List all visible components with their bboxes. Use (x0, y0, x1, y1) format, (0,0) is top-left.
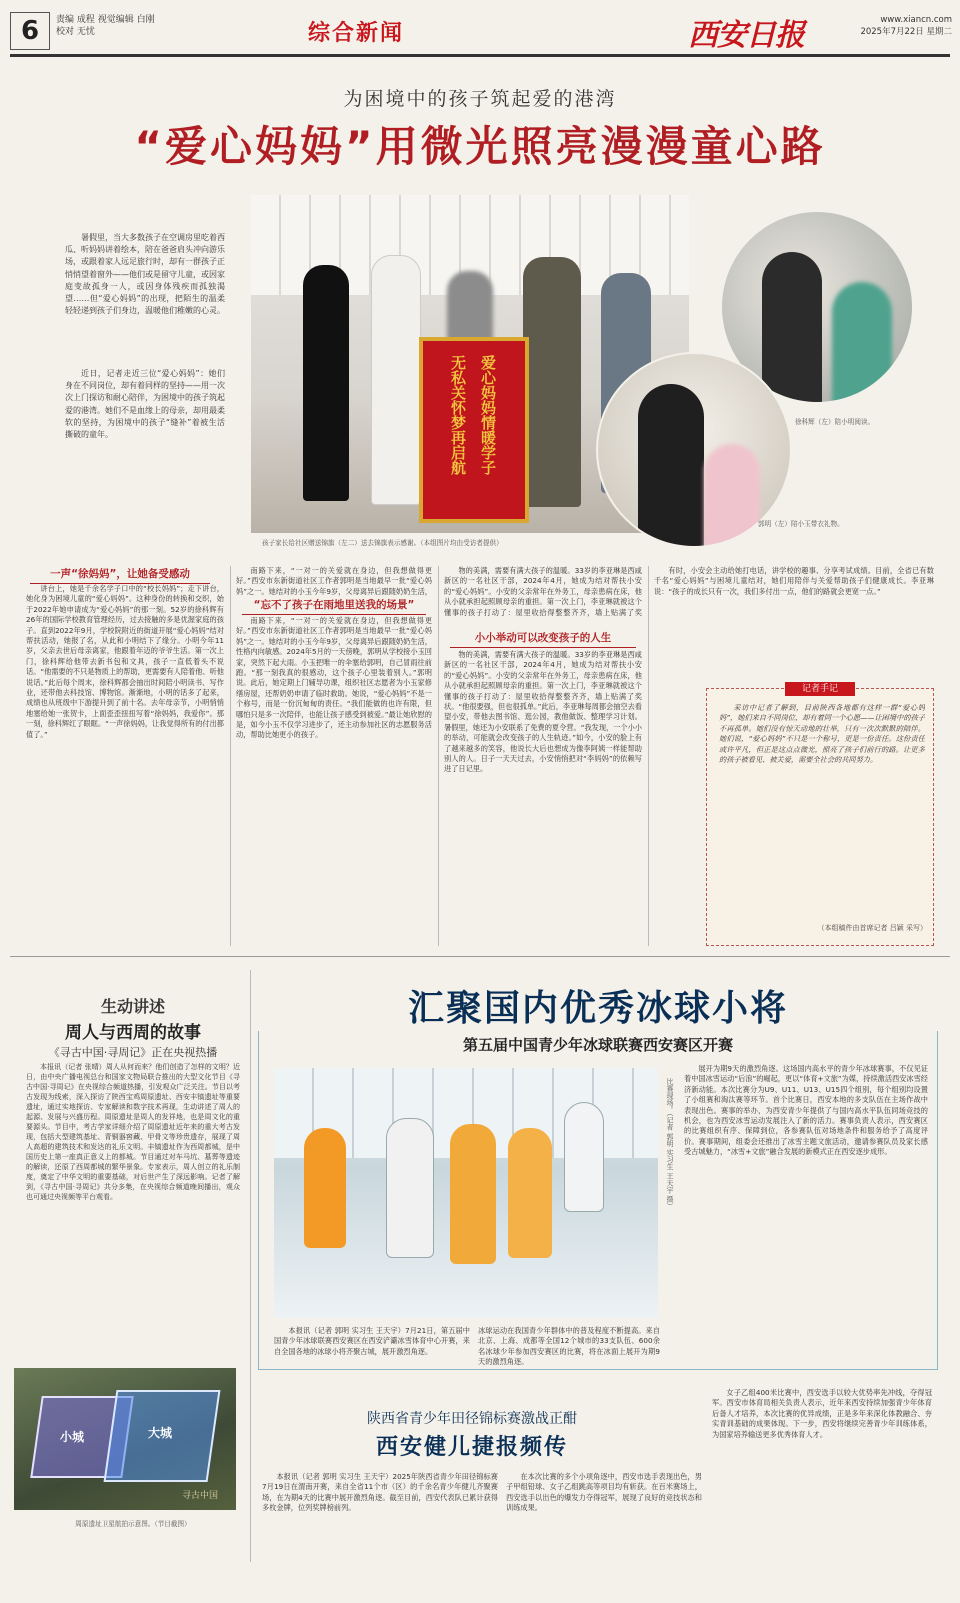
story1-col-3-top: 物的美满，需要有满大孩子的温暖。33岁的李亚琳是西咸新区的一名社区干部，2024年4月，她成为结对帮扶小安的“爱心妈妈”。小安的父亲常年在外务工，母亲患病在床，他从小就承担起照顾母亲的重担。第一次上门，李亚琳就被这个懂事的孩子打动了：屋里收拾得整整齐齐，墙上贴满了奖 (444, 566, 642, 617)
banner-text-2: 无私关怀梦再启航 (449, 355, 467, 475)
section-title: 综合新闻 (308, 21, 405, 46)
person-silhouette (638, 384, 704, 548)
column-rule (648, 566, 649, 946)
story1-circle-caption-1: 徐科辉（左）陪小明阅读。 (795, 418, 875, 426)
story1-circle-caption-2: 郭明（左）陪小玉带衣礼物。 (758, 520, 844, 528)
story2-map-caption: 周原遗址卫星航拍示意图。（节目截图） (75, 1520, 191, 1528)
story4-kicker: 陕西省青少年田径锦标赛激战正酣 (367, 1411, 577, 1427)
story4-col-2: 在本次比赛的多个小项角逐中，西安市选手表现出色，男子甲组铅球、女子乙组跳高等项目均有斩获。在百米赛场上，西安选手以出色的爆发力夺得冠军，展现了良好的竞技状态和训练成果。 (506, 1472, 702, 1513)
story3-col-2: 冰球运动在我国青少年群体中的普及程度不断提高。来自北京、上海、成都等全国12个城市的33支队伍、600余名冰球少年参加西安赛区的比赛，将在冰面上展开为期9天的激烈角逐。 (478, 1326, 660, 1366)
person-silhouette (832, 282, 892, 402)
story1-subhead-1: 一声“徐妈妈”，让她备受感动 (30, 566, 210, 584)
story4-col-3: 女子乙组400米比赛中，西安选手以较大优势率先冲线，夺得冠军。西安市体育局相关负责人表示，近年来西安持续加强青少年体育后备人才培养，本次比赛的优异成绩，正是多年来深化体教融合、夯实青训基础的成果体现。下一步，西安将继续完善青少年训练体系，为国家培养输送更多优秀体育人才。 (712, 1388, 932, 1439)
editors-line-2: 校对 无忧 (56, 27, 95, 37)
website-url: www.xiancn.com (880, 15, 952, 25)
story2-subheadline: 《寻古中国·寻周记》正在央视热播 (48, 1046, 218, 1059)
story3-headline: 汇聚国内优秀冰球小将 (258, 980, 938, 1031)
story1-subhead-2: “忘不了孩子在雨地里送我的场景” (242, 597, 426, 615)
story1-main-caption: 孩子家长给社区赠送锦旗（左二）送去锦旗表示感谢。（本组图片均由受访者提供） (262, 539, 503, 547)
player-silhouette (564, 1102, 604, 1212)
story3-side-caption: 比赛现场。（记者 郭明 实习生 王天宇 摄） (666, 1078, 674, 1210)
story2-headline: 周人与西周的故事 (65, 1023, 201, 1043)
person-silhouette (704, 444, 760, 548)
issue-date: 2025年7月22日 星期二 (860, 27, 952, 37)
masthead-rule (10, 54, 950, 57)
story1-headline: “爱心妈妈”用微光照亮漫漫童心路 (134, 122, 826, 171)
player-silhouette (304, 1128, 346, 1248)
story1-col-4: 有时，小安会主动给她打电话，讲学校的趣事、分享考试成绩。目前，全省已有数千名“爱心妈妈”与困境儿童结对，她们用陪伴与关爱帮助孩子们健康成长。李亚琳说：“孩子的成长只有一次，我们多付出一点，他们的路就会更宽一点。” (654, 566, 934, 596)
story3-col-1: 本报讯（记者 郭明 实习生 王天宇）7月21日，第五届中国青少年冰球联赛西安赛区在西安浐灞冰雪体育中心开赛，来自全国各地的冰球小将齐聚古城，展开激烈角逐。 (274, 1326, 470, 1356)
story1-kicker: 为困境中的孩子筑起爱的港湾 (343, 88, 617, 110)
story1-col-3: 物的美满，需要有满大孩子的温暖。33岁的李亚琳是西咸新区的一名社区干部，2024年4月，她成为结对帮扶小安的“爱心妈妈”。小安的父亲常年在外务工，母亲患病在床，他从小就承担起照顾母亲的重担。第一次上门，李亚琳就被这个懂事的孩子打动了：屋里收拾得整整齐齐，墙上贴满了奖状。“他很要强，但也很孤单。”此后，李亚琳每周都会抽空去看望小安，带他去图书馆、逛公园，教他做饭、整理学习计划。暑假里，她还为小安联系了免费的夏令营。“我发现，一个小小的举动，可能就会改变孩子的人生轨迹。”如今，小安的脸上有了越来越多的笑容，他说长大后也想成为像李阿姨一样能帮助别人的人。日子一天天过去，小安悄悄把对“李妈妈”的依赖写进了日记里。 (444, 650, 642, 774)
story3-subheadline: 第五届中国青少年冰球联赛西安赛区开赛 (462, 1036, 733, 1054)
column-rule (438, 566, 439, 946)
map-label-a: 大城 (148, 1426, 173, 1440)
banner-text-1: 爱心妈妈情暖学子 (479, 355, 497, 475)
paper-logo: 西安日报 (688, 18, 804, 53)
story2-body: 本报讯（记者 张晴）周人从何而来？他们创造了怎样的文明？近日，由中央广播电视总台和国家文物局联合推出的大型文化节目《寻古中国·寻周记》在央视综合频道热播，引发观众广泛关注。节目以考古发现为线索，深入探访了陕西宝鸡周原遗址、西安丰镐遗址等重要遗址，通过实地探访、专家解读和数字技术再现，生动讲述了周人的起源、发展与兴盛历程。周原遗址是周人的发祥地，也是周文化的重要源头。节目中，考古学家详细介绍了周原遗址近年来的重大考古发现，包括大型建筑基址、青铜器窖藏、甲骨文等珍贵遗存，展现了周人高超的建筑技术和发达的礼乐文明。丰镐遗址作为西周都城，是中国历史上第一座真正意义上的都城。节目通过对车马坑、墓葬等遗迹的解读，还原了西周都城的繁华景象。专家表示，周人创立的礼乐制度，奠定了中华文明的重要基础，对后世产生了深远影响。记者了解到，《寻古中国·寻周记》共分多集，在央视综合频道晚间播出，观众也可通过央视频等平台观看。 (26, 1063, 240, 1201)
person-silhouette (523, 257, 581, 507)
story4-headline: 西安健儿捷报频传 (375, 1435, 568, 1460)
column-rule (250, 970, 251, 1562)
story2-kicker: 生动讲述 (100, 997, 165, 1016)
reporter-note-title: 记者手记 (785, 682, 855, 696)
person-silhouette (303, 265, 349, 501)
story4-col-1: 本报讯（记者 郭明 实习生 王天宇）2025年陕西省青少年田径锦标赛7月19日在渭南开赛，来自全省11个市（区）的千余名青少年健儿齐聚赛场，在为期4天的比赛中展开激烈角逐。截至目前，西安代表队已累计获得多枚金牌，位列奖牌榜前列。 (262, 1472, 498, 1513)
map-watermark: 寻古中国 (182, 1491, 219, 1501)
editors-credits (56, 14, 155, 38)
story1-col-2-top: 南路下来，“一对一的关爱就在身边，但我想做得更好。”西安市东新街道社区工作者郭明是当地最早一批“爱心妈妈”之一。她结对的小玉今年9岁，父母离异后跟随奶奶生活， (236, 566, 432, 596)
player-silhouette (508, 1128, 552, 1258)
story1-col-1: 讲台上，她是千余名学子口中的“校长妈妈”；走下讲台，她化身为困境儿童的“爱心妈妈”。这种身份的转换和交织，始于2022年她申请成为“爱心妈妈”的那一刻。52岁的徐科辉有26年的国际学校教育管理经历，过去接触的多是优渥家庭的孩子。直到2022年9月，学校院附近的街道开展“爱心妈妈”结对帮扶活动，她报了名，从此和小明结下了缘分。小明今年11岁，父亲去世后母亲离家，他跟着年迈的爷爷生活。第一次上门，徐科辉给他带去新书包和文具，孩子一直低着头不说话。“他需要的不只是物质上的帮助，更需要有人陪着他、听他说话。”此后每个周末，徐科辉都会抽出时间陪小明读书、写作业，还带他去科技馆、博物馆。渐渐地，小明的话多了起来，成绩也从班级中下游提升到了前十名。去年母亲节，小明悄悄地塞给她一张贺卡，上面歪歪扭扭写着“徐妈妈，我爱你”。那一刻，徐科辉红了眼眶。“一声徐妈妈，让我觉得所有的付出都值了。” (26, 584, 224, 739)
map-label-b: 小城 (60, 1430, 85, 1444)
reporter-note-sign: （本组稿件由首席记者 吕颖 采写） (817, 924, 927, 932)
player-silhouette (450, 1124, 496, 1264)
story3-hockey-photo (274, 1068, 658, 1318)
story1-circle-photo-2 (596, 352, 792, 548)
story1-lead: 暑假里，当大多数孩子在空调房里吃着西瓜、听妈妈讲着绘本，陪在爸爸肩头冲向游乐场，或跟着家人远足旅行时，却有一群孩子正悄悄望着窗外——他们或是留守儿童，或因家庭变故孤身一人，或因身体残疾而孤独渴望……但“爱心妈妈”的出现，把陌生的温柔轻轻递到孩子们身边，温暖他们稚嫩的心灵。 (65, 233, 225, 316)
page-number: 6 (10, 12, 50, 50)
story1-col-2: 南路下来，“一对一的关爱就在身边，但我想做得更好。”西安市东新街道社区工作者郭明是当地最早一批“爱心妈妈”之一。她结对的小玉今年9岁，父母离异后跟随奶奶生活，性格内向敏感。2024年5月的一天傍晚，郭明从学校接小玉回家，突然下起大雨。小玉把唯一的伞塞给郭明，自己冒雨往前跑。“那一刻我真的很感动，这个孩子心里装着别人。”郭明说。此后，她定期上门辅导功课，组织社区志愿者为小玉家修缮房屋，还帮奶奶申请了临时救助。她说，“爱心妈妈”不是一个称号，而是一份沉甸甸的责任。“我们能做的也许有限，但哪怕只是多一次陪伴，也能让孩子感受到被爱。”最让她欣慰的是，如今小玉不仅学习进步了，还主动参加社区的志愿服务活动，帮助比她更小的孩子。 (236, 616, 432, 740)
story3-col-3: 展开为期9天的激烈角逐。这场国内高水平的青少年冰球赛事，不仅见证着中国冰雪运动“后浪”的崛起，更以“体育+文旅”为媒，持续激活西安冰雪经济新动能。本次比赛分为U9、U11、U13、U15四个组别，每个组别均设置了小组赛和淘汰赛等环节。首个比赛日，西安本地的多支队伍在主场作战中表现出色。赛事的举办，为西安青少年提供了与国内高水平队伍同场竞技的机会，也为西安冰雪运动发展注入了新的活力。赛事负责人表示，西安赛区的比赛组织有序、保障到位，各参赛队伍对场地条件和服务给予了高度评价。赛事期间，组委会还推出了冰雪主题文旅活动，邀请参赛队员及家长感受古城魅力，“冰雪+文旅”融合发展的新模式正在西安逐步成形。 (684, 1064, 928, 1157)
person-silhouette (762, 252, 822, 402)
masthead-info (842, 14, 952, 38)
editors-line-1: 责编 成程 视觉编辑 白刚 (56, 15, 155, 25)
column-rule (230, 566, 231, 946)
player-silhouette (386, 1118, 434, 1258)
section-divider (10, 956, 950, 957)
person-silhouette (371, 255, 421, 505)
story1-lead-2: 近日，记者走近三位“爱心妈妈”：她们身在不同岗位，却有着同样的坚持——用一次次上门探访和耐心陪伴，为困境中的孩子筑起爱的港湾。她们不是血缘上的母亲，却用最柔软的坚持，为困境中的孩子“缝补”着被生活撕破的童年。 (65, 369, 225, 440)
story1-subhead-3: 小小举动可以改变孩子的人生 (450, 630, 636, 648)
silk-banner (419, 337, 529, 523)
story2-map-image (14, 1368, 236, 1510)
reporter-note-body: 采访中记者了解到，目前陕西各地都有这样一群“爱心妈妈”，她们来自不同岗位，却有着同一个心愿——让困境中的孩子不再孤单。她们没有惊天动地的壮举，只有一次次默默的陪伴。她们说，“爱心妈妈”不只是一个称号，更是一份责任。这份责任或许平凡，但正是这点点微光，照亮了孩子们前行的路。让更多的孩子被看见、被关爱，需要全社会的共同努力。 (719, 703, 925, 765)
reporter-note-box (706, 684, 934, 946)
